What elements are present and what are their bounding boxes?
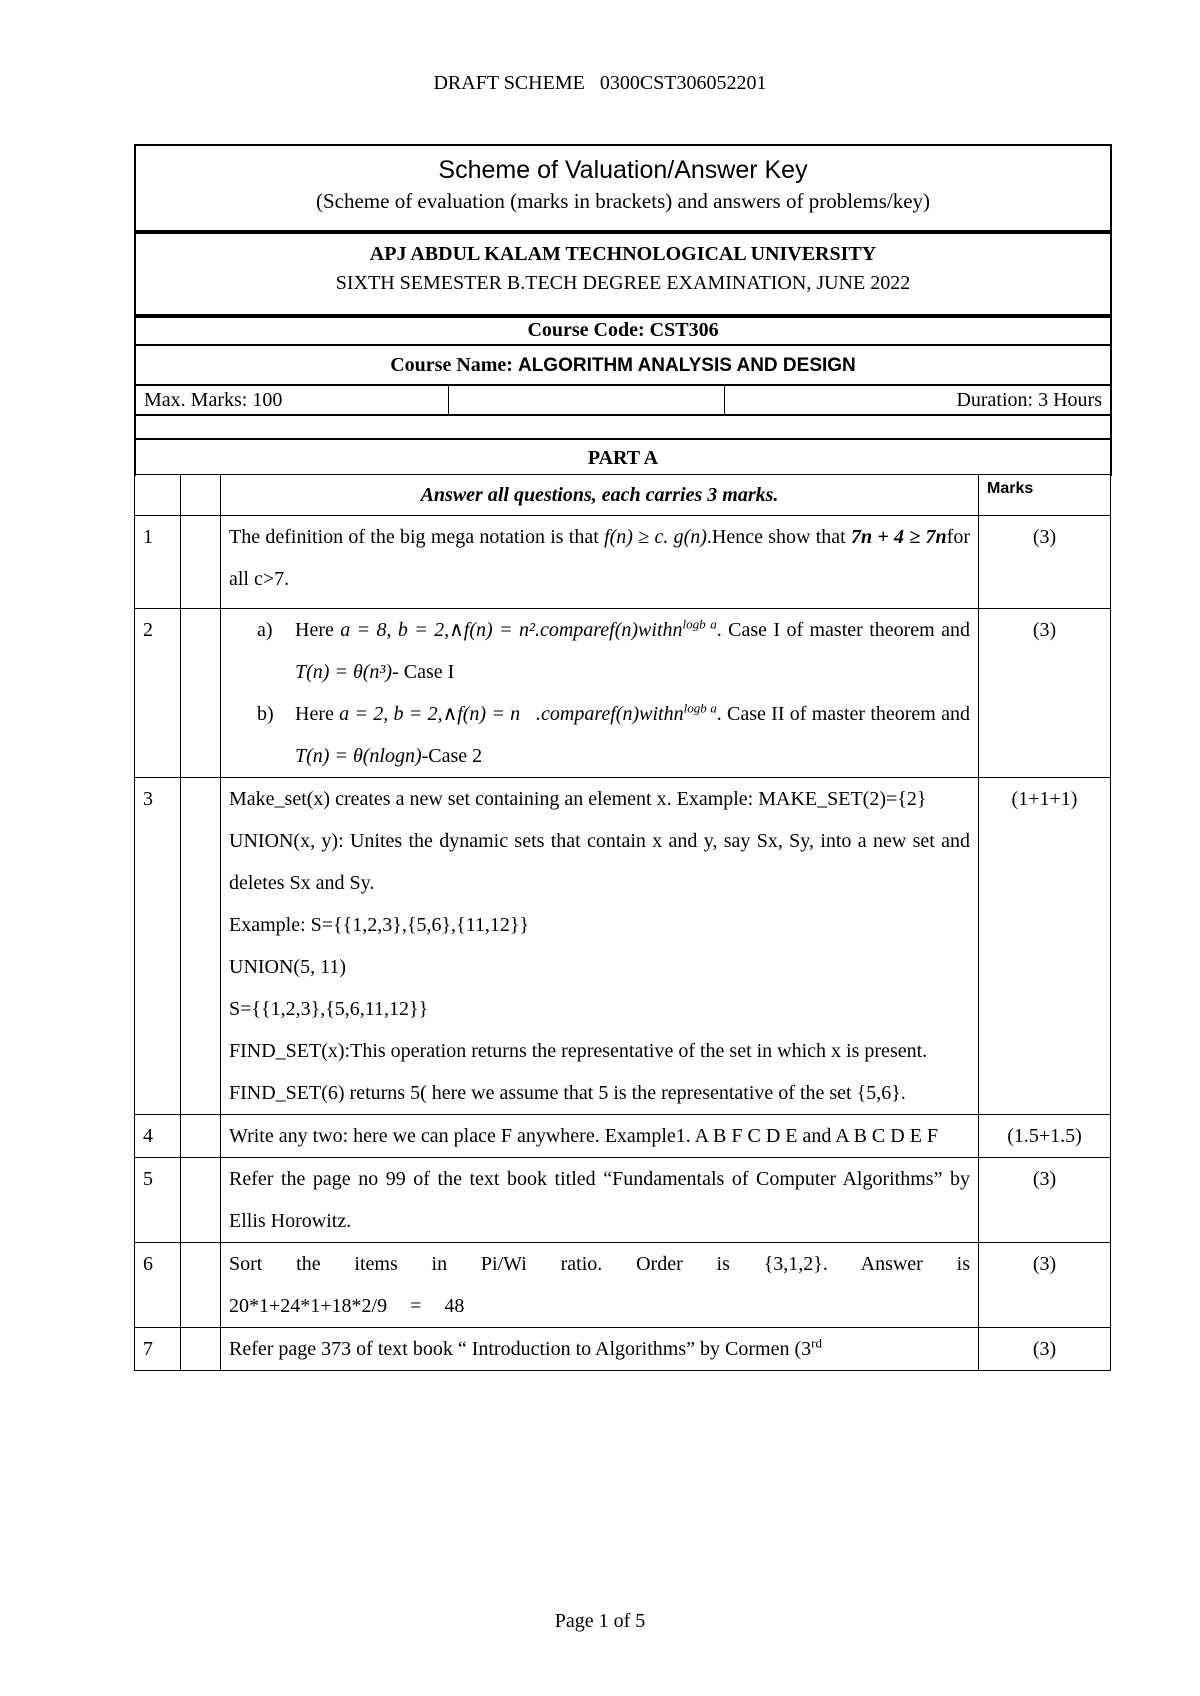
answer-line: UNION(5, 11) — [229, 956, 347, 978]
answer-fragment: Here — [295, 703, 340, 725]
page-footer: Page 1 of 5 — [554, 1610, 646, 1632]
math-expression: T(n) = θ(n³) — [295, 661, 393, 683]
table-row — [135, 778, 1111, 1115]
part-a-title: PART A — [587, 447, 659, 469]
empty-cell — [181, 1115, 221, 1158]
course-code-value: CST306 — [649, 319, 719, 341]
answer-fragment: Refer page 373 of text book “ Introduction to Algorithms” by Cormen (3 — [229, 1338, 812, 1360]
course-name-label: Course Name: — [390, 354, 518, 376]
answer-fragment: .Hence show that — [706, 526, 851, 548]
spacer-row — [134, 414, 1112, 440]
table-row — [135, 1243, 1111, 1328]
table-row — [135, 1328, 1111, 1371]
answer-text — [221, 516, 979, 609]
table-row — [135, 516, 1111, 609]
page-header: DRAFT SCHEME 0300CST306052201 — [433, 72, 767, 94]
question-number: 6 — [135, 1243, 181, 1328]
answer-fragment: . Case I of master theorem and — [716, 619, 970, 641]
column-divider — [724, 386, 725, 414]
question-number: 4 — [135, 1115, 181, 1158]
document-title: Scheme of Valuation/Answer Key — [438, 156, 808, 184]
duration: Duration: 3 Hours — [956, 389, 1102, 411]
sub-answer-a — [257, 609, 970, 693]
course-name-box — [134, 344, 1112, 386]
answer-text: Refer the page no 99 of the text book titled “Fundamentals of Computer Algorithms” by Ellis Horowitz. — [221, 1158, 979, 1243]
question-number: 1 — [135, 516, 181, 609]
question-number: 3 — [135, 778, 181, 1115]
answer-fragment: -Case 2 — [421, 745, 483, 767]
university-name: APJ ABDUL KALAM TECHNOLOGICAL UNIVERSITY — [369, 243, 877, 265]
exam-name: SIXTH SEMESTER B.TECH DEGREE EXAMINATION, JUNE 2022 — [335, 272, 911, 294]
answer-line: Make_set(x) creates a new set containing an element x. Example: MAKE_SET(2)={2} — [229, 788, 927, 810]
marks-header: Marks — [979, 475, 1111, 516]
math-expression: a = 8, b = 2,∧f(n) = n².comparef(n)withn — [340, 619, 683, 641]
marks-value: (3) — [979, 609, 1111, 778]
questions-table — [134, 474, 1111, 1371]
answer-fragment: - Case I — [392, 661, 455, 683]
answer-line: FIND_SET(6) returns 5( here we assume that 5 is the representative of the set {5,6}. — [229, 1082, 906, 1104]
answer-fragment: The definition of the big mega notation is that — [229, 526, 605, 548]
empty-cell — [135, 475, 181, 516]
math-expression: f(n) ≥ c. g(n) — [604, 526, 707, 548]
course-code-label: Course Code: — [527, 319, 650, 341]
answer-text — [221, 778, 979, 1115]
answer-line: FIND_SET(x):This operation returns the representative of the set in which x is present. — [229, 1040, 928, 1062]
table-row — [135, 1115, 1111, 1158]
empty-cell — [181, 1328, 221, 1371]
answer-text: Sort the items in Pi/Wi ratio. Order is {3,1,2}. Answer is 20*1+24*1+18*2/9 = 48 — [221, 1243, 979, 1328]
table-row — [135, 1158, 1111, 1243]
marks-value: (3) — [979, 1243, 1111, 1328]
question-number: 7 — [135, 1328, 181, 1371]
answer-text: Write any two: here we can place F anywhere. Example1. A B F C D E and A B C D E F — [221, 1115, 979, 1158]
marks-value: (3) — [979, 1328, 1111, 1371]
answer-fragment: . Case II of master theorem and — [716, 703, 971, 725]
max-marks: Max. Marks: 100 — [144, 389, 283, 411]
sub-label: a) — [257, 619, 273, 641]
math-superscript: logb a — [682, 616, 717, 632]
empty-cell — [181, 516, 221, 609]
table-row — [135, 609, 1111, 778]
sub-label: b) — [257, 703, 274, 725]
marks-duration-row — [134, 384, 1112, 416]
math-superscript: logb a — [683, 700, 717, 716]
answer-fragment: for all c>7. — [229, 526, 970, 590]
marks-value: (1.5+1.5) — [979, 1115, 1111, 1158]
empty-cell — [181, 1243, 221, 1328]
marks-value: (1+1+1) — [979, 778, 1111, 1115]
document-subtitle: (Scheme of evaluation (marks in brackets) and answers of problems/key) — [315, 189, 931, 213]
superscript: rd — [811, 1335, 822, 1351]
math-expression: a = 2, b = 2,∧f(n) = n .comparef(n)withn — [339, 703, 684, 725]
answer-line: UNION(x, y): Unites the dynamic sets that contain x and y, say Sx, Sy, into a new set and deletes Sx and Sy. — [229, 830, 970, 894]
math-expression: T(n) = θ(nlogn) — [295, 745, 422, 767]
column-divider — [448, 386, 449, 414]
answer-fragment: Here — [295, 619, 341, 641]
math-expression: 7n + 4 ≥ 7n — [850, 526, 947, 548]
question-number: 5 — [135, 1158, 181, 1243]
answer-line: S={{1,2,3},{5,6,11,12}} — [229, 998, 429, 1020]
sub-answer-b — [257, 693, 970, 777]
empty-cell — [181, 1158, 221, 1243]
answer-line: Example: S={{1,2,3},{5,6},{11,12}} — [229, 914, 530, 936]
answer-text — [221, 1328, 979, 1371]
empty-cell — [181, 475, 221, 516]
marks-value: (3) — [979, 516, 1111, 609]
empty-cell — [181, 778, 221, 1115]
marks-value: (3) — [979, 1158, 1111, 1243]
instruction-row — [135, 475, 1111, 516]
part-a-instruction: Answer all questions, each carries 3 marks. — [221, 475, 979, 516]
empty-cell — [181, 609, 221, 778]
university-box — [134, 230, 1112, 318]
course-code-box — [134, 314, 1112, 346]
question-number: 2 — [135, 609, 181, 778]
part-a-header — [134, 438, 1112, 476]
course-name-value: ALGORITHM ANALYSIS AND DESIGN — [517, 355, 856, 376]
answer-text — [221, 609, 979, 778]
title-box — [134, 144, 1112, 234]
